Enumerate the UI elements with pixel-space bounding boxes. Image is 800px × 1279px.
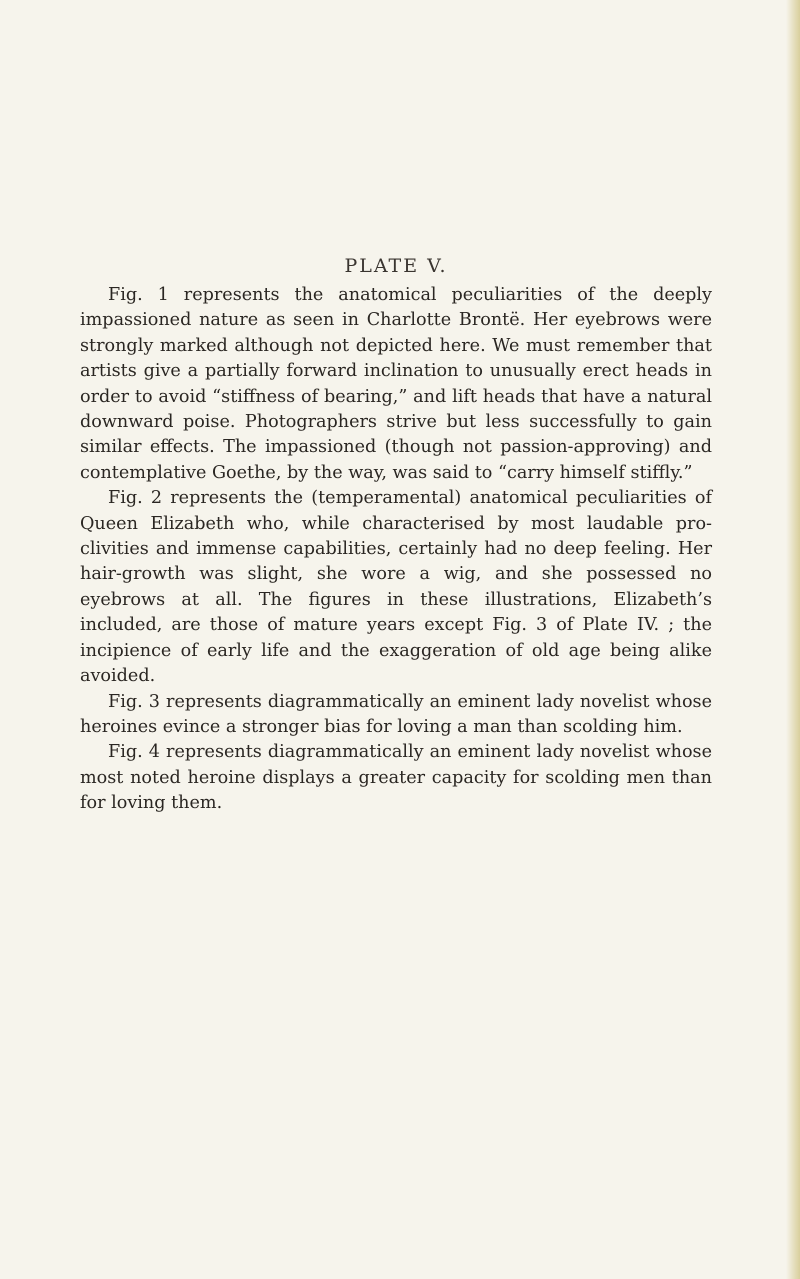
paragraph-fig-4: Fig. 4 represents diagrammatically an eminent lady novelist whose most noted heroine displays a greater capacity for scolding men than for loving them.	[80, 742, 712, 814]
paragraph-fig-3: Fig. 3 represents diagrammatically an eminent lady novelist whose heroines evince a stronger bias for loving a man than scolding him.	[80, 691, 712, 737]
plate-title: PLATE V.	[344, 255, 448, 277]
page-content	[80, 255, 712, 817]
page-edge	[786, 0, 800, 1279]
paragraph-fig-1: Fig. 1 represents the anatomical peculiarities of the deeply impassioned nature as seen in Charlotte Brontë. Her eyebrows were strongly marked although not depicted here. We must remember that artists give a partially forward inclination to unusually erect heads in order to avoid “stiffness of bearing,” and lift heads that have a natural downward poise. Photographers strive but less successfully to gain similar effects. The impassioned (though not passion-approving) and contemplative Goethe, by the way, was said to “carry himself stiffly.”	[80, 285, 712, 483]
paragraph-fig-2: Fig. 2 represents the (temperamental) anatomical peculiarities of Queen Elizabeth who, while characterised by most laudable proclivities and immense capabilities, certainly had no deep feeling. Her hair-growth was slight, she wore a wig, and she possessed no eyebrows at all. The figures in these illustrations, Elizabeth’s included, are those of mature years except Fig. 3 of Plate IV. ; the incipience of early life and the exaggeration of old age being alike avoided.	[80, 488, 712, 687]
